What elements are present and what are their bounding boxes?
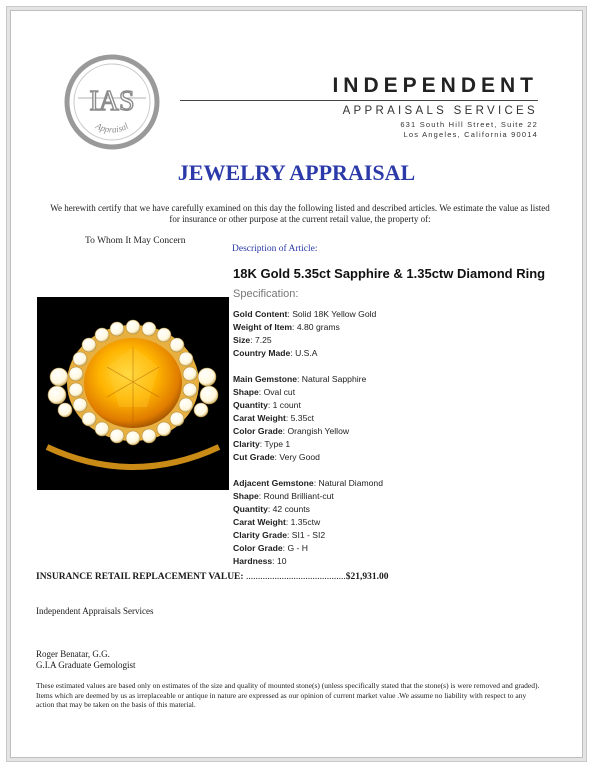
spec-row: Carat Weight: 1.35ctw xyxy=(233,517,321,527)
spec-row: Carat Weight: 5.35ct xyxy=(233,413,315,423)
appraiser-title: G.I.A Graduate Gemologist xyxy=(36,660,136,670)
spec-row: Clarity Grade: SI1 - SI2 xyxy=(233,530,326,540)
spec-row: Color Grade: Orangish Yellow xyxy=(233,426,350,436)
spec-row: Weight of Item: 4.80 grams xyxy=(233,322,340,332)
address-line-2: Los Angeles, California 90014 xyxy=(403,130,538,139)
specifications xyxy=(233,308,563,568)
spec-row: Hardness: 10 xyxy=(233,556,287,566)
ias-logo xyxy=(64,54,160,150)
company-subtitle: APPRAISALS SERVICES xyxy=(342,105,538,117)
document-title: JEWELRY APPRAISAL xyxy=(177,160,416,185)
spec-row: Cut Grade: Very Good xyxy=(233,452,320,462)
spec-row: Country Made: U.S.A xyxy=(233,348,318,358)
logo-ring-text: Appraisal xyxy=(94,120,130,135)
spec-row: Color Grade: G - H xyxy=(233,543,308,553)
spec-row: Main Gemstone: Natural Sapphire xyxy=(233,374,367,384)
specification-label: Specification: xyxy=(233,288,299,300)
spec-row: Gold Content: Solid 18K Yellow Gold xyxy=(233,309,377,319)
insurance-label: INSURANCE RETAIL REPLACEMENT VALUE: xyxy=(36,572,244,582)
disclaimer: These estimated values are based only on estimates of the size and quality of mounted stone(s) (unless specifically stated that the stone(s) is were removed and graded). Items which are deemed by us as irreplaceable or antique in nature are expressed as our opinion of current market value .We assume no liability with respect to any action that may be taken on the basis of this material. xyxy=(36,681,540,709)
spec-row: Quantity: 42 counts xyxy=(233,504,310,514)
insurance-value: $21,931.00 xyxy=(345,572,389,582)
company-header xyxy=(180,74,538,140)
spec-row: Size: 7.25 xyxy=(233,335,272,345)
insurance-value-line xyxy=(36,572,388,582)
certification-text: We herewith certify that we have carefully examined on this day the following listed and described articles. We estimate the value as listed for insurance or other purpose at the current retail value, the property of: xyxy=(50,203,550,224)
address-line-1: 631 South Hill Street, Suite 22 xyxy=(400,120,538,129)
insurance-dots: .......................................... xyxy=(245,572,346,582)
signature-company: Independent Appraisals Services xyxy=(36,606,154,616)
spec-row: Shape: Round Brilliant-cut xyxy=(233,491,334,501)
description-label: Description of Article: xyxy=(232,244,318,254)
logo-letters: IAS xyxy=(89,86,135,117)
recipient: To Whom It May Concern xyxy=(85,236,186,246)
spec-row: Clarity: Type 1 xyxy=(233,439,291,449)
company-address xyxy=(180,120,538,140)
spec-row: Quantity: 1 count xyxy=(233,400,301,410)
item-title: 18K Gold 5.35ct Sapphire & 1.35ctw Diamond Ring xyxy=(233,266,546,281)
spec-row: Shape: Oval cut xyxy=(233,387,296,397)
signature-block xyxy=(36,649,135,671)
appraiser-name: Roger Benatar, G.G. xyxy=(36,649,110,659)
company-name: INDEPENDENT xyxy=(332,74,538,97)
ring-photo xyxy=(37,297,229,490)
header-rule xyxy=(180,100,538,101)
spec-row: Adjacent Gemstone: Natural Diamond xyxy=(233,478,383,488)
